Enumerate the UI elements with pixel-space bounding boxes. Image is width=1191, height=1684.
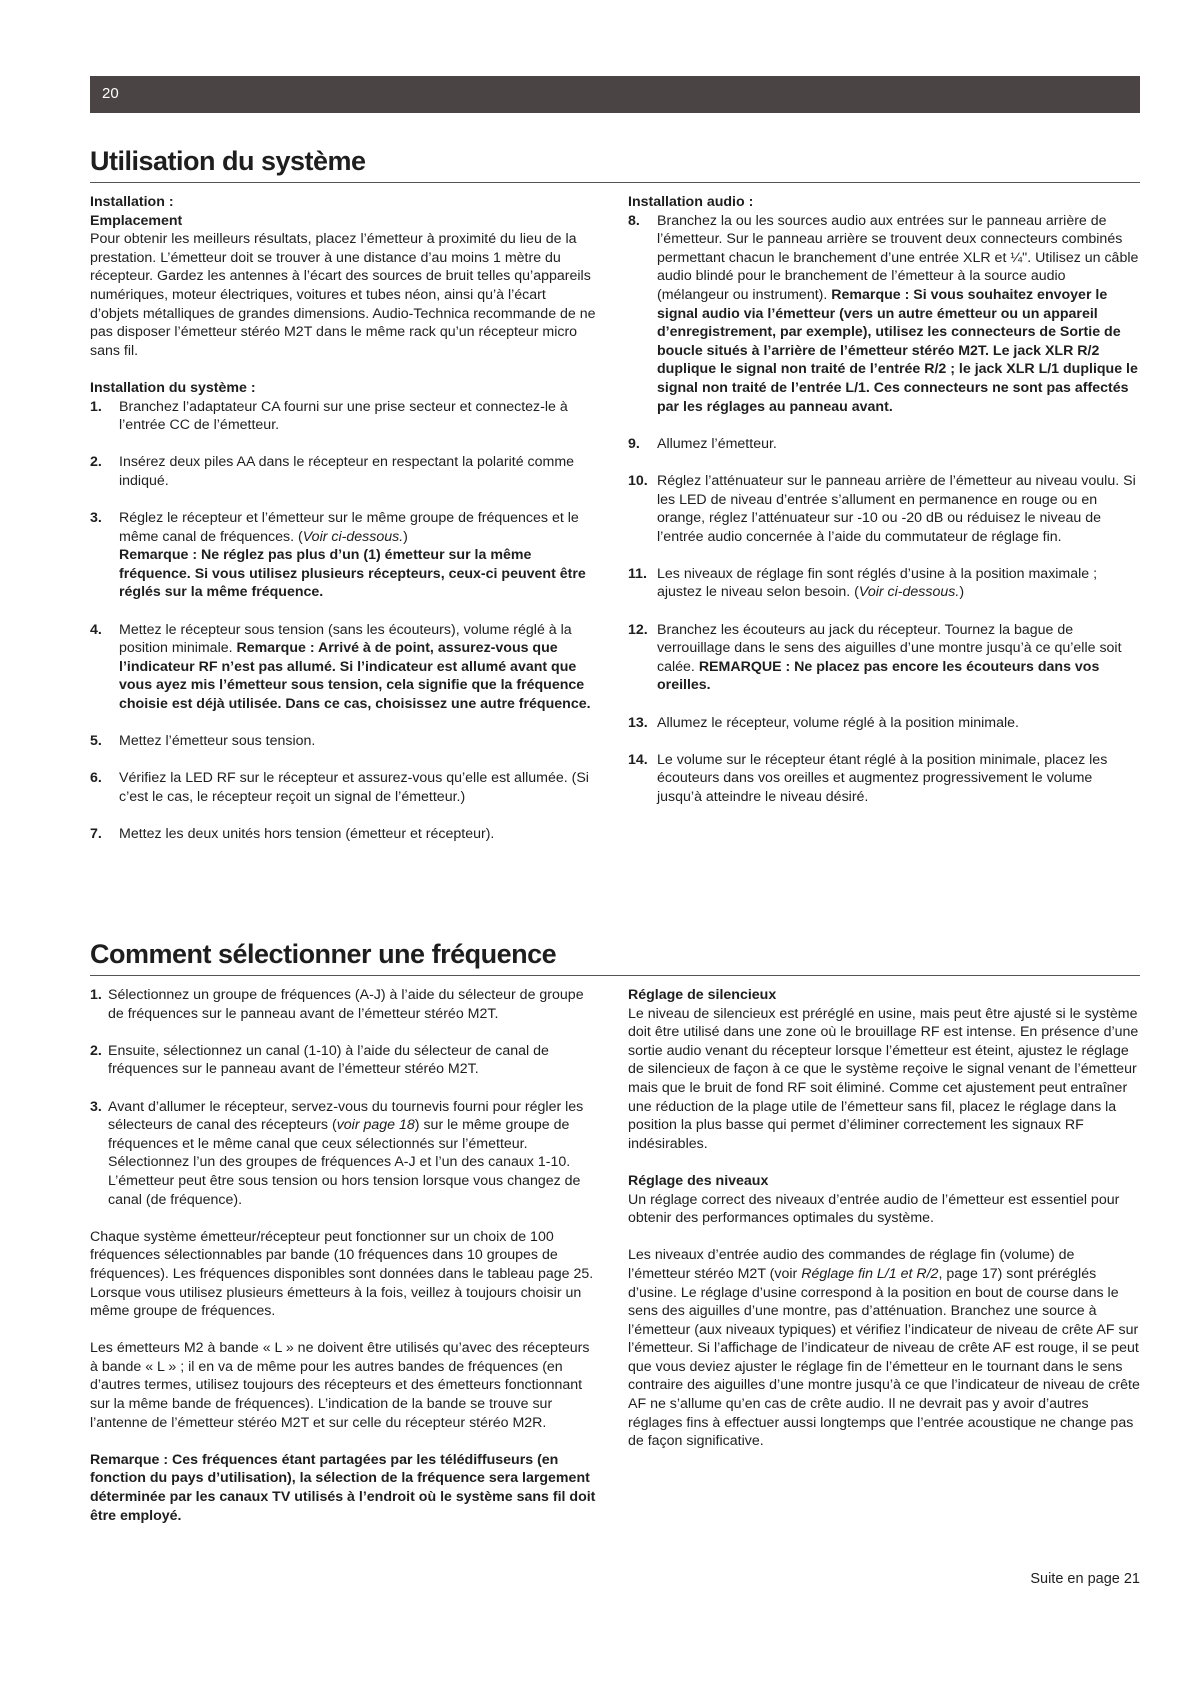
remarque-note: Remarque : Ces fréquences étant partagées par les télédiffuseurs (en fonction du pays d’utilisation), la sélection de la fréquence sera largement déterminée par les canaux TV utilisés à l’endroit où le système sans fil doit être employé. bbox=[90, 1451, 596, 1524]
list-item: 6. Vérifiez la LED RF sur le récepteur et assurez-vous qu’elle est allumée. (Si c’est le cas, le récepteur reçoit un signal de l’émetteur.) bbox=[90, 770, 589, 805]
paragraph-bandes: Les émetteurs M2 à bande « L » ne doivent être utilisés qu’avec des récepteurs à bande « L » ; il en va de même pour les autres bandes de fréquences (en d’autres termes, utilisez toujours des récepteurs et des émetteurs fonctionnant sur la même bande de fréquences). L’indication de la bande se trouve sur l’antenne de l’émetteur stéréo M2T et sur celle du récepteur stéréo M2R. bbox=[90, 1340, 590, 1431]
list-item: 11. Les niveaux de réglage fin sont réglés d’usine à la position maximale ; ajustez le niveau selon besoin. (Voir ci-dessous.) bbox=[628, 565, 1098, 601]
heading-installation-audio: Installation audio : bbox=[628, 194, 754, 210]
list-item: 14. Le volume sur le récepteur étant réglé à la position minimale, placez les écouteurs dans vos oreilles et augmentez progressivement le volume jusqu’à atteindre le niveau désiré. bbox=[628, 751, 1108, 805]
list-item: 10. Réglez l’atténuateur sur le panneau arrière de l’émetteur au niveau voulu. Si les LED de niveau d’entrée s’allument en permanence en rouge ou en orange, réglez l’atténuateur sur -10 ou -20 dB ou réduisez le niveau de l’entrée audio concernée à l’aide du commutateur de réglage fin. bbox=[628, 472, 1136, 545]
section2-right-column bbox=[628, 986, 1140, 1451]
heading-reglage-niveaux: Réglage des niveaux bbox=[628, 1172, 769, 1189]
list-item: 2. Ensuite, sélectionnez un canal (1-10) à l’aide du sélecteur de canal de fréquences sur le panneau avant de l’émetteur stéréo M2T. bbox=[90, 1042, 549, 1078]
heading-installation-systeme: Installation du système : bbox=[90, 379, 256, 396]
list-item: 3. Avant d’allumer le récepteur, servez-vous du tournevis fourni pour régler les sélecteurs de canal des récepteurs (voir page 18) sur le même groupe de fréquences et le même canal que ceux sélectionnés sur l’émetteur. Sélectionnez l’un des groupes de fréquences A-J et l’un des canaux 1-10. L’émetteur peut être sous tension ou hors tension lorsque vous changez de canal (de fréquence). bbox=[90, 1098, 584, 1208]
heading-reglage-silencieux: Réglage de silencieux bbox=[628, 987, 777, 1003]
page-header-bar bbox=[90, 76, 1140, 113]
paragraph-emplacement: Pour obtenir les meilleurs résultats, placez l’émetteur à proximité du lieu de la prestation. L’émetteur doit se trouver à une distance d’au moins 1 mètre du récepteur. Gardez les antennes à l’écart des sources de bruit telles qu’appareils numériques, moteur électriques, voitures et tubes néon, ainsi qu’à l’écart d’objets métalliques de grandes dimensions. Audio-Technica recommande de ne pas disposer l’émetteur stéréo M2T dans le même rack qu’un récepteur micro sans fil. bbox=[90, 231, 596, 359]
paragraph-niveaux-detail: Les niveaux d’entrée audio des commandes de réglage fin (volume) de l’émetteur stéréo M2T (voir Réglage fin L/1 et R/2, page 17) sont préréglés d’usine. Le réglage d’usine correspond à la position en bout de course dans le sens des aiguilles d’une montre, pas d’atténuation. Branchez une source à l’émetteur (aux niveaux typiques) et vérifiez l’indicateur de niveau de crête AF sur l’émetteur. Si l’affichage de l’indicateur de niveau de crête AF est rouge, il se peut que vous deviez ajuster le réglage fin de l’émetteur en le tournant dans le sens contraire des aiguilles d’une montre jusqu’à ce que l’indicateur de niveau de crête AF ne s’allume qu’en cas de crête audio. Il ne devrait pas y avoir d’autres réglages fins à effectuer aussi longtemps que l’entrée acoustique ne change pas de façon significative. bbox=[628, 1247, 1140, 1450]
section-title-utilisation: Utilisation du système bbox=[90, 145, 1140, 183]
list-item: 1. Branchez l’adaptateur CA fourni sur une prise secteur et connectez-le à l’entrée CC de l’émetteur. bbox=[90, 398, 568, 434]
list-item: 4. Mettez le récepteur sous tension (sans les écouteurs), volume réglé à la position minimale. Remarque : Arrivé à de point, assurez-vous que l’indicateur RF n’est pas allumé. Si l’indicateur est allumé avant que vous ayez mis l’émetteur sous tension, cela signifie que la fréquence choisie est déjà utilisée. Dans ce cas, choisissez une autre fréquence. bbox=[90, 621, 591, 713]
page-number: 20 bbox=[102, 85, 119, 102]
list-item: 12. Branchez les écouteurs au jack du récepteur. Tournez la bague de verrouillage dans le sens des aiguilles d’une montre jusqu’à ce qu’elle soit calée. REMARQUE : Ne placez pas encore les écouteurs dans vos oreilles. bbox=[628, 621, 1122, 694]
remarque-note: Remarque : Ne réglez pas plus d’un (1) émetteur sur la même fréquence. Si vous utilisez plusieurs récepteurs, ceux-ci peuvent être réglés sur la même fréquence. bbox=[119, 547, 586, 601]
paragraph-silencieux: Le niveau de silencieux est préréglé en usine, mais peut être ajusté si le système doit être utilisé dans une zone où le brouillage RF est intense. En présence d’une sortie audio venant du récepteur lorsque l’émetteur est éteint, ajustez le réglage de silencieux de façon à ce que le système reçoive le signal venant de l’émetteur mais que le bruit de fond RF soit éliminé. Comme cet ajustement peut entraîner une réduction de la plage utile de l’émetteur sans fil, placez le réglage dans la position la plus basse qui permet d’éliminer correctement les signaux RF indésirables. bbox=[628, 1005, 1139, 1152]
continued-on-page: Suite en page 21 bbox=[1030, 1571, 1140, 1587]
section1-left-column bbox=[90, 193, 598, 844]
heading-emplacement: Emplacement bbox=[90, 212, 183, 229]
section1-right-column bbox=[628, 193, 1140, 807]
heading-installation: Installation : bbox=[90, 194, 174, 210]
section2-left-column bbox=[90, 986, 600, 1525]
paragraph-choix-frequences: Chaque système émetteur/récepteur peut fonctionner sur un choix de 100 fréquences sélectionnables par bande (10 fréquences dans 10 groupes de fréquences). Les fréquences disponibles sont données dans le tableau page 25. Lorsque vous utilisez plusieurs émetteurs à la fois, veillez à toujours choisir un même groupe de fréquences. bbox=[90, 1228, 594, 1320]
list-item: 7. Mettez les deux unités hors tension (émetteur et récepteur). bbox=[90, 826, 495, 843]
remarque-note: Remarque : Arrivé à de point, assurez-vous que l’indicateur RF n’est pas allumé. Si l’indicateur est allumé avant que vous ayez mis l’émetteur sous tension, cela signifie que la fréquence choisie est déjà utilisée. Dans ce cas, choisissez une autre fréquence. bbox=[119, 640, 591, 713]
list-item: 3. Réglez le récepteur et l’émetteur sur le même groupe de fréquences et le même canal de fréquences. (Voir ci-dessous.) Remarque : Ne réglez pas plus d’un (1) émetteur sur la même fréquence. Si vous utilisez plusieurs récepteurs, ceux-ci peuvent être réglés sur la même fréquence. bbox=[90, 510, 586, 601]
list-item: 5. Mettez l’émetteur sous tension. bbox=[90, 733, 316, 750]
list-item: 13. Allumez le récepteur, volume réglé à la position minimale. bbox=[628, 714, 1019, 731]
paragraph-niveaux-intro: Un réglage correct des niveaux d’entrée audio de l’émetteur est essentiel pour obtenir des performances optimales du système. bbox=[628, 1191, 1120, 1227]
list-item: 9. Allumez l’émetteur. bbox=[628, 435, 777, 452]
remarque-note: Remarque : Si vous souhaitez envoyer le signal audio via l’émetteur (vers un autre émetteur ou un appareil d’enregistrement, par exemple), utilisez les connecteurs de Sortie de boucle situés à l’arrière de l’émetteur stéréo M2T. Le jack XLR R/2 duplique le signal non traité de l’entrée R/2 ; le jack XLR L/1 duplique le signal non traité de l’entrée L/1. Ces connecteurs ne sont pas affectés par les réglages au panneau avant. bbox=[657, 286, 1138, 415]
remarque-note: REMARQUE : Ne placez pas encore les écouteurs dans vos oreilles. bbox=[657, 658, 1100, 694]
list-item: 1. Sélectionnez un groupe de fréquences (A-J) à l’aide du sélecteur de groupe de fréquences sur le panneau avant de l’émetteur stéréo M2T. bbox=[90, 987, 584, 1022]
section-title-frequence: Comment sélectionner une fréquence bbox=[90, 938, 1140, 976]
list-item: 2. Insérez deux piles AA dans le récepteur en respectant la polarité comme indiqué. bbox=[90, 454, 575, 489]
list-item: 8. Branchez la ou les sources audio aux entrées sur le panneau arrière de l’émetteur. Sur le panneau arrière se trouvent deux connecteurs combinés permettant chacun le branchement d’une entrée XLR et ¼". Utilisez un câble audio blindé pour le branchement de l’émetteur à la source audio (mélangeur ou instrument). Remarque : Si vous souhaitez envoyer le signal audio via l’émetteur (vers un autre émetteur ou un appareil d’enregistrement, par exemple), utilisez les connecteurs de Sortie de boucle situés à l’arrière de l’émetteur stéréo M2T. Le jack XLR R/2 duplique le signal non traité de l’entrée R/2 ; le jack XLR L/1 duplique le signal non traité de l’entrée L/1. Ces connecteurs ne sont pas affectés par les réglages au panneau avant. bbox=[628, 212, 1139, 415]
